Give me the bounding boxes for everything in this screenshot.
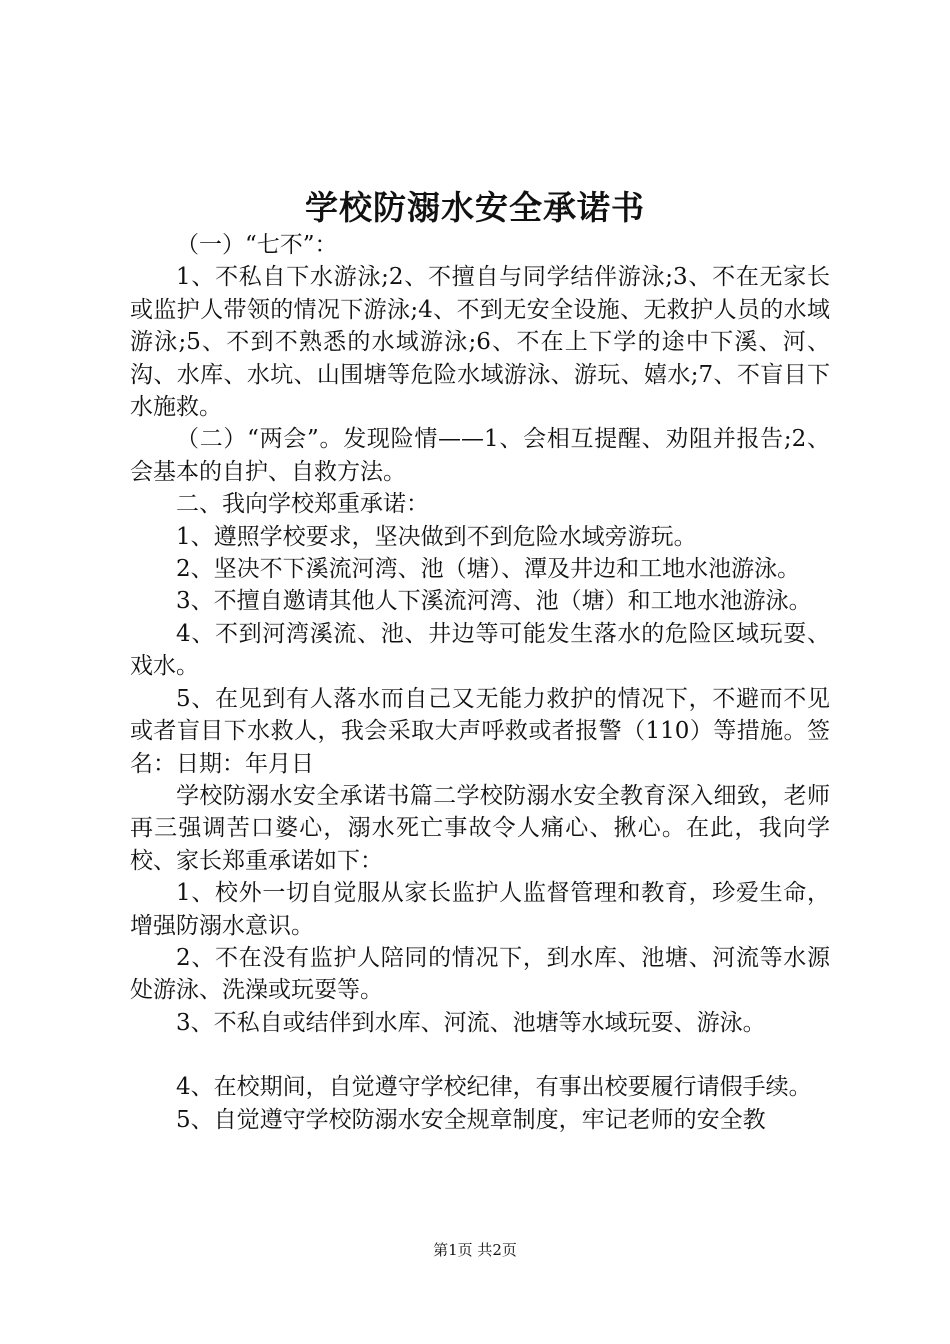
page-number: 第1页 共2页 <box>433 1241 517 1259</box>
paragraph-pledge-heading: 二、我向学校郑重承诺： <box>176 491 429 518</box>
paragraph-part-two-intro: 学校防溺水安全承诺书篇二学校防溺水安全教育深入细致，老师再三强调苦口婆心，溺水死亡事故令人痛心、揪心。在此，我向学校、家长郑重承诺如下： <box>130 782 830 874</box>
paragraph-commit-5: 5、自觉遵守学校防溺水安全规章制度，牢记老师的安全教 <box>176 1106 766 1133</box>
document-body <box>130 229 830 1136</box>
paragraph-pledge-1: 1、遵照学校要求，坚决做到不到危险水域旁游玩。 <box>176 523 697 550</box>
paragraph-pledge-3: 3、不擅自邀请其他人下溪流河湾、池（塘）和工地水池游泳。 <box>176 588 812 615</box>
paragraph-pledge-5: 5、在见到有人落水而自己又无能力救护的情况下，不避而不见或者盲目下水救人，我会采取大声呼救或者报警（110）等措施。签名：日期：年月日 <box>130 685 830 777</box>
paragraph-commit-3: 3、不私自或结伴到水库、河流、池塘等水域玩耍、游泳。 <box>176 1009 766 1036</box>
paragraph-seven-nos-heading: （一）“七不”： <box>176 232 338 258</box>
paragraph-commit-1: 1、校外一切自觉服从家长监护人监督管理和教育，珍爱生命，增强防溺水意识。 <box>130 880 830 939</box>
paragraph-pledge-2: 2、坚决不下溪流河湾、池（塘）、潭及井边和工地水池游泳。 <box>176 556 801 583</box>
paragraph-two-skills: （二）“两会”。发现险情——1、会相互提醒、劝阻并报告;2、会基本的自护、自救方法。 <box>130 426 830 485</box>
document-title: 学校防溺水安全承诺书 <box>305 188 645 227</box>
paragraph-commit-4: 4、在校期间，自觉遵守学校纪律，有事出校要履行请假手续。 <box>176 1074 812 1101</box>
paragraph-pledge-4: 4、不到河湾溪流、池、井边等可能发生落水的危险区域玩耍、戏水。 <box>130 620 830 680</box>
paragraph-seven-nos-list: 1、不私自下水游泳;2、不擅自与同学结伴游泳;3、不在无家长或监护人带领的情况下游泳;4、不到无安全设施、无救护人员的水域游泳;5、不到不熟悉的水域游泳;6、不在上下学的途中下溪、河、沟、水库、水坑、山围塘等危险水域游泳、游玩、嬉水;7、不盲目下水施救。 <box>130 264 830 421</box>
paragraph-commit-2: 2、不在没有监护人陪同的情况下，到水库、池塘、河流等水源处游泳、洗澡或玩耍等。 <box>130 944 830 1004</box>
